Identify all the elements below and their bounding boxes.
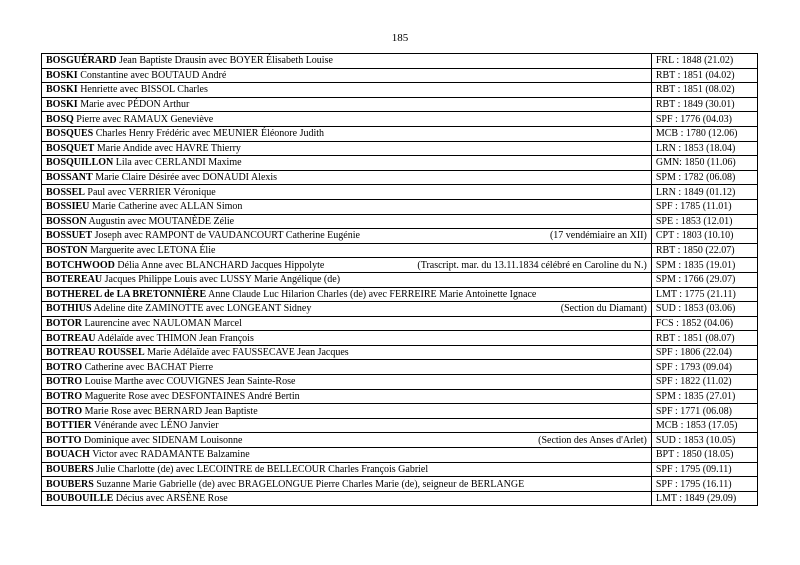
entry-surname: BOSKI [46,99,78,111]
entry-cell [42,448,652,463]
entry-names: Suzanne Marie Gabrielle (de) avec BRAGELONGUE Pierre Charles Marie (de), seigneur de BERLANGE [93,478,525,490]
entry-surname: BOSQUES [46,128,94,140]
table-row [42,462,758,477]
table-row [42,302,758,317]
entry-names: Anne Claude Luc Hilarion Charles (de) avec FERREIRE Marie Antoinette Ignace [206,288,537,300]
entry-surname: BOTTIER [46,420,92,432]
entry-cell [42,316,652,331]
entry-surname: BOTRO [46,376,83,388]
entry-cell [42,418,652,433]
entry-surname: BOTRO [46,405,83,417]
entry-cell [42,375,652,390]
entry-surname: BOSQUILLON [46,157,114,169]
entry-cell [42,199,652,214]
entry-reference: SPM : 1782 (06.08) [651,170,757,185]
entry-surname: BOTRO [46,390,83,402]
entry-surname: BOTHEREL de LA BRETONNIÈRE [46,288,207,300]
entry-cell [42,68,652,83]
page-number: 185 [391,32,409,44]
entry-cell [42,433,652,448]
entry-reference: LMT : 1849 (29.09) [651,491,757,506]
entry-surname: BOUBOUILLE [46,493,114,505]
entry-cell [42,243,652,258]
entry-names: Paul avec VERRIER Véronique [84,186,216,198]
entry-names: Adeline dite ZAMINOTTE avec LONGEANT Sidney [91,303,312,315]
entry-surname: BOUBERS [46,463,94,475]
entry-cell [42,272,652,287]
entry-names: Charles Henry Frédéric avec MEUNIER Éléonore Judith [93,128,325,140]
entry-cell [42,126,652,141]
entry-names: Pierre avec RAMAUX Geneviève [73,113,214,125]
entry-reference: SPF : 1776 (04.03) [651,112,757,127]
entry-cell [42,287,652,302]
entry-names: Maguerite Rose avec DESFONTAINES André Bertin [82,390,300,402]
entry-surname: BOTOR [46,317,82,329]
table-row [42,97,758,112]
entry-reference: MCB : 1853 (17.05) [651,418,757,433]
table-row [42,433,758,448]
table-row [42,491,758,506]
entry-cell [42,83,652,98]
entry-reference: SPM : 1766 (29.07) [651,272,757,287]
entry-reference: GMN: 1850 (11.06) [651,156,757,171]
entry-reference: SUD : 1853 (03.06) [651,302,757,317]
table-row [42,229,758,244]
table-row [42,156,758,171]
table-row [42,375,758,390]
entry-cell [42,360,652,375]
entry-names: Victor avec RADAMANTE Balzamine [89,449,250,461]
entry-names: Catherine avec BACHAT Pierre [82,361,214,373]
entry-reference: SPE : 1853 (12.01) [651,214,757,229]
entry-reference: SPM : 1835 (27.01) [651,389,757,404]
table-row [42,345,758,360]
table-row [42,214,758,229]
entry-reference: SPF : 1795 (16.11) [651,477,757,492]
table-row [42,199,758,214]
entry-names: Marie avec PÉDON Arthur [77,99,190,111]
entry-names: Marguerite avec LETONA Élie [87,245,216,257]
entry-reference: FCS : 1852 (04.06) [651,316,757,331]
entry-reference: RBT : 1851 (08.07) [651,331,757,346]
entry-reference: MCB : 1780 (12.06) [651,126,757,141]
table-row [42,389,758,404]
entry-names: Augustin avec MOUTANÈDE Zélie [86,215,235,227]
entry-cell [42,345,652,360]
entry-reference: LRN : 1849 (01.12) [651,185,757,200]
entry-cell [42,170,652,185]
entry-names: Joseph avec RAMPONT de VAUDANCOURT Catherine Eugénie [92,230,360,242]
entry-surname: BOSQUET [46,142,95,154]
entry-names: Jean Baptiste Drausin avec BOYER Élisabeth Louise [116,55,333,67]
entry-reference: RBT : 1849 (30.01) [651,97,757,112]
entry-reference: LMT : 1775 (21.11) [651,287,757,302]
entry-note: (Section du Diamant) [560,303,647,315]
table-row [42,404,758,419]
entry-note: (Trascript. mar. du 13.11.1834 célébré en Caroline du N.) [417,259,647,271]
entry-names: Marie Rose avec BERNARD Jean Baptiste [82,405,258,417]
entry-reference: SPF : 1822 (11.02) [651,375,757,390]
entry-names: Julie Charlotte (de) avec LECOINTRE de BELLECOUR Charles François Gabriel [93,463,429,475]
entry-reference: LRN : 1853 (18.04) [651,141,757,156]
entry-names: Marie Adélaïde avec FAUSSECAVE Jean Jacques [144,347,349,359]
entry-cell [42,112,652,127]
entry-cell [42,156,652,171]
table-row [42,126,758,141]
entry-note: (Section des Anses d'Arlet) [538,434,647,446]
entry-cell [42,214,652,229]
entry-surname: BOTTO [46,434,82,446]
entry-reference: CPT : 1803 (10.10) [651,229,757,244]
entry-surname: BOTEREAU [46,274,103,286]
entry-cell [42,141,652,156]
registry-body [42,54,758,506]
entry-reference: RBT : 1851 (08.02) [651,83,757,98]
table-row [42,243,758,258]
entry-surname: BOSSEL [46,186,85,198]
entry-surname: BOSTON [46,245,88,257]
table-row [42,83,758,98]
entry-names: Lila avec CERLANDI Maxime [113,157,242,169]
entry-cell [42,477,652,492]
entry-names: Constantine avec BOUTAUD André [77,69,227,81]
entry-reference: SPF : 1785 (11.01) [651,199,757,214]
entry-surname: BOSSIEU [46,201,90,213]
entry-cell [42,462,652,477]
entry-reference: SPF : 1793 (09.04) [651,360,757,375]
entry-reference: RBT : 1850 (22.07) [651,243,757,258]
entry-cell [42,302,652,317]
entry-reference: SPF : 1771 (06.08) [651,404,757,419]
entry-names: Louise Marthe avec COUVIGNES Jean Sainte-Rose [82,376,296,388]
entry-surname: BOSSUET [46,230,93,242]
entry-reference: RBT : 1851 (04.02) [651,68,757,83]
entry-surname: BOSQ [46,113,74,125]
entry-surname: BOTREAU [46,332,96,344]
marriage-registry-table [41,53,758,506]
entry-names: Marie Claire Désirée avec DONAUDI Alexis [92,172,278,184]
entry-cell [42,185,652,200]
entry-surname: BOTREAU ROUSSEL [46,347,145,359]
table-row [42,54,758,69]
entry-note: (17 vendémiaire an XII) [549,230,647,242]
table-row [42,258,758,273]
entry-names: Adélaïde avec THIMON Jean François [95,332,254,344]
table-row [42,185,758,200]
entry-names: Jacques Philippe Louis avec LUSSY Marie Angélique (de) [102,274,341,286]
entry-cell [42,331,652,346]
entry-cell [42,229,652,244]
entry-surname: BOTRO [46,361,83,373]
entry-reference: BPT : 1850 (18.05) [651,448,757,463]
entry-surname: BOTHIUS [46,303,92,315]
entry-cell [42,54,652,69]
entry-surname: BOSKI [46,69,78,81]
entry-surname: BOUBERS [46,478,94,490]
entry-names: Marie Andide avec HAVRE Thierry [94,142,241,154]
entry-reference: FRL : 1848 (21.02) [651,54,757,69]
entry-cell [42,258,652,273]
entry-surname: BOSKI [46,84,78,96]
entry-surname: BOTCHWOOD [46,259,115,271]
table-row [42,360,758,375]
entry-cell [42,389,652,404]
entry-reference: SPF : 1806 (22.04) [651,345,757,360]
entry-names: Marie Catherine avec ALLAN Simon [89,201,243,213]
entry-reference: SPM : 1835 (19.01) [651,258,757,273]
entry-cell [42,404,652,419]
entry-surname: BOUACH [46,449,90,461]
table-row [42,272,758,287]
table-row [42,418,758,433]
table-row [42,170,758,185]
table-row [42,448,758,463]
entry-reference: SPF : 1795 (09.11) [651,462,757,477]
entry-names: Délia Anne avec BLANCHARD Jacques Hippolyte [114,259,325,271]
entry-names: Henriette avec BISSOL Charles [77,84,208,96]
table-row [42,331,758,346]
entry-cell [42,97,652,112]
entry-names: Laurencine avec NAULOMAN Marcel [81,317,242,329]
table-row [42,477,758,492]
entry-names: Vénérande avec LÉNO Janvier [91,420,219,432]
table-row [42,141,758,156]
entry-surname: BOSSANT [46,172,93,184]
entry-surname: BOSGUÉRARD [46,55,117,67]
table-row [42,287,758,302]
table-row [42,316,758,331]
entry-cell [42,491,652,506]
entry-surname: BOSSON [46,215,87,227]
entry-names: Dominique avec SIDENAM Louisonne [81,434,243,446]
entry-names: Décius avec ARSÈNE Rose [113,493,228,505]
table-row [42,112,758,127]
entry-reference: SUD : 1853 (10.05) [651,433,757,448]
table-row [42,68,758,83]
